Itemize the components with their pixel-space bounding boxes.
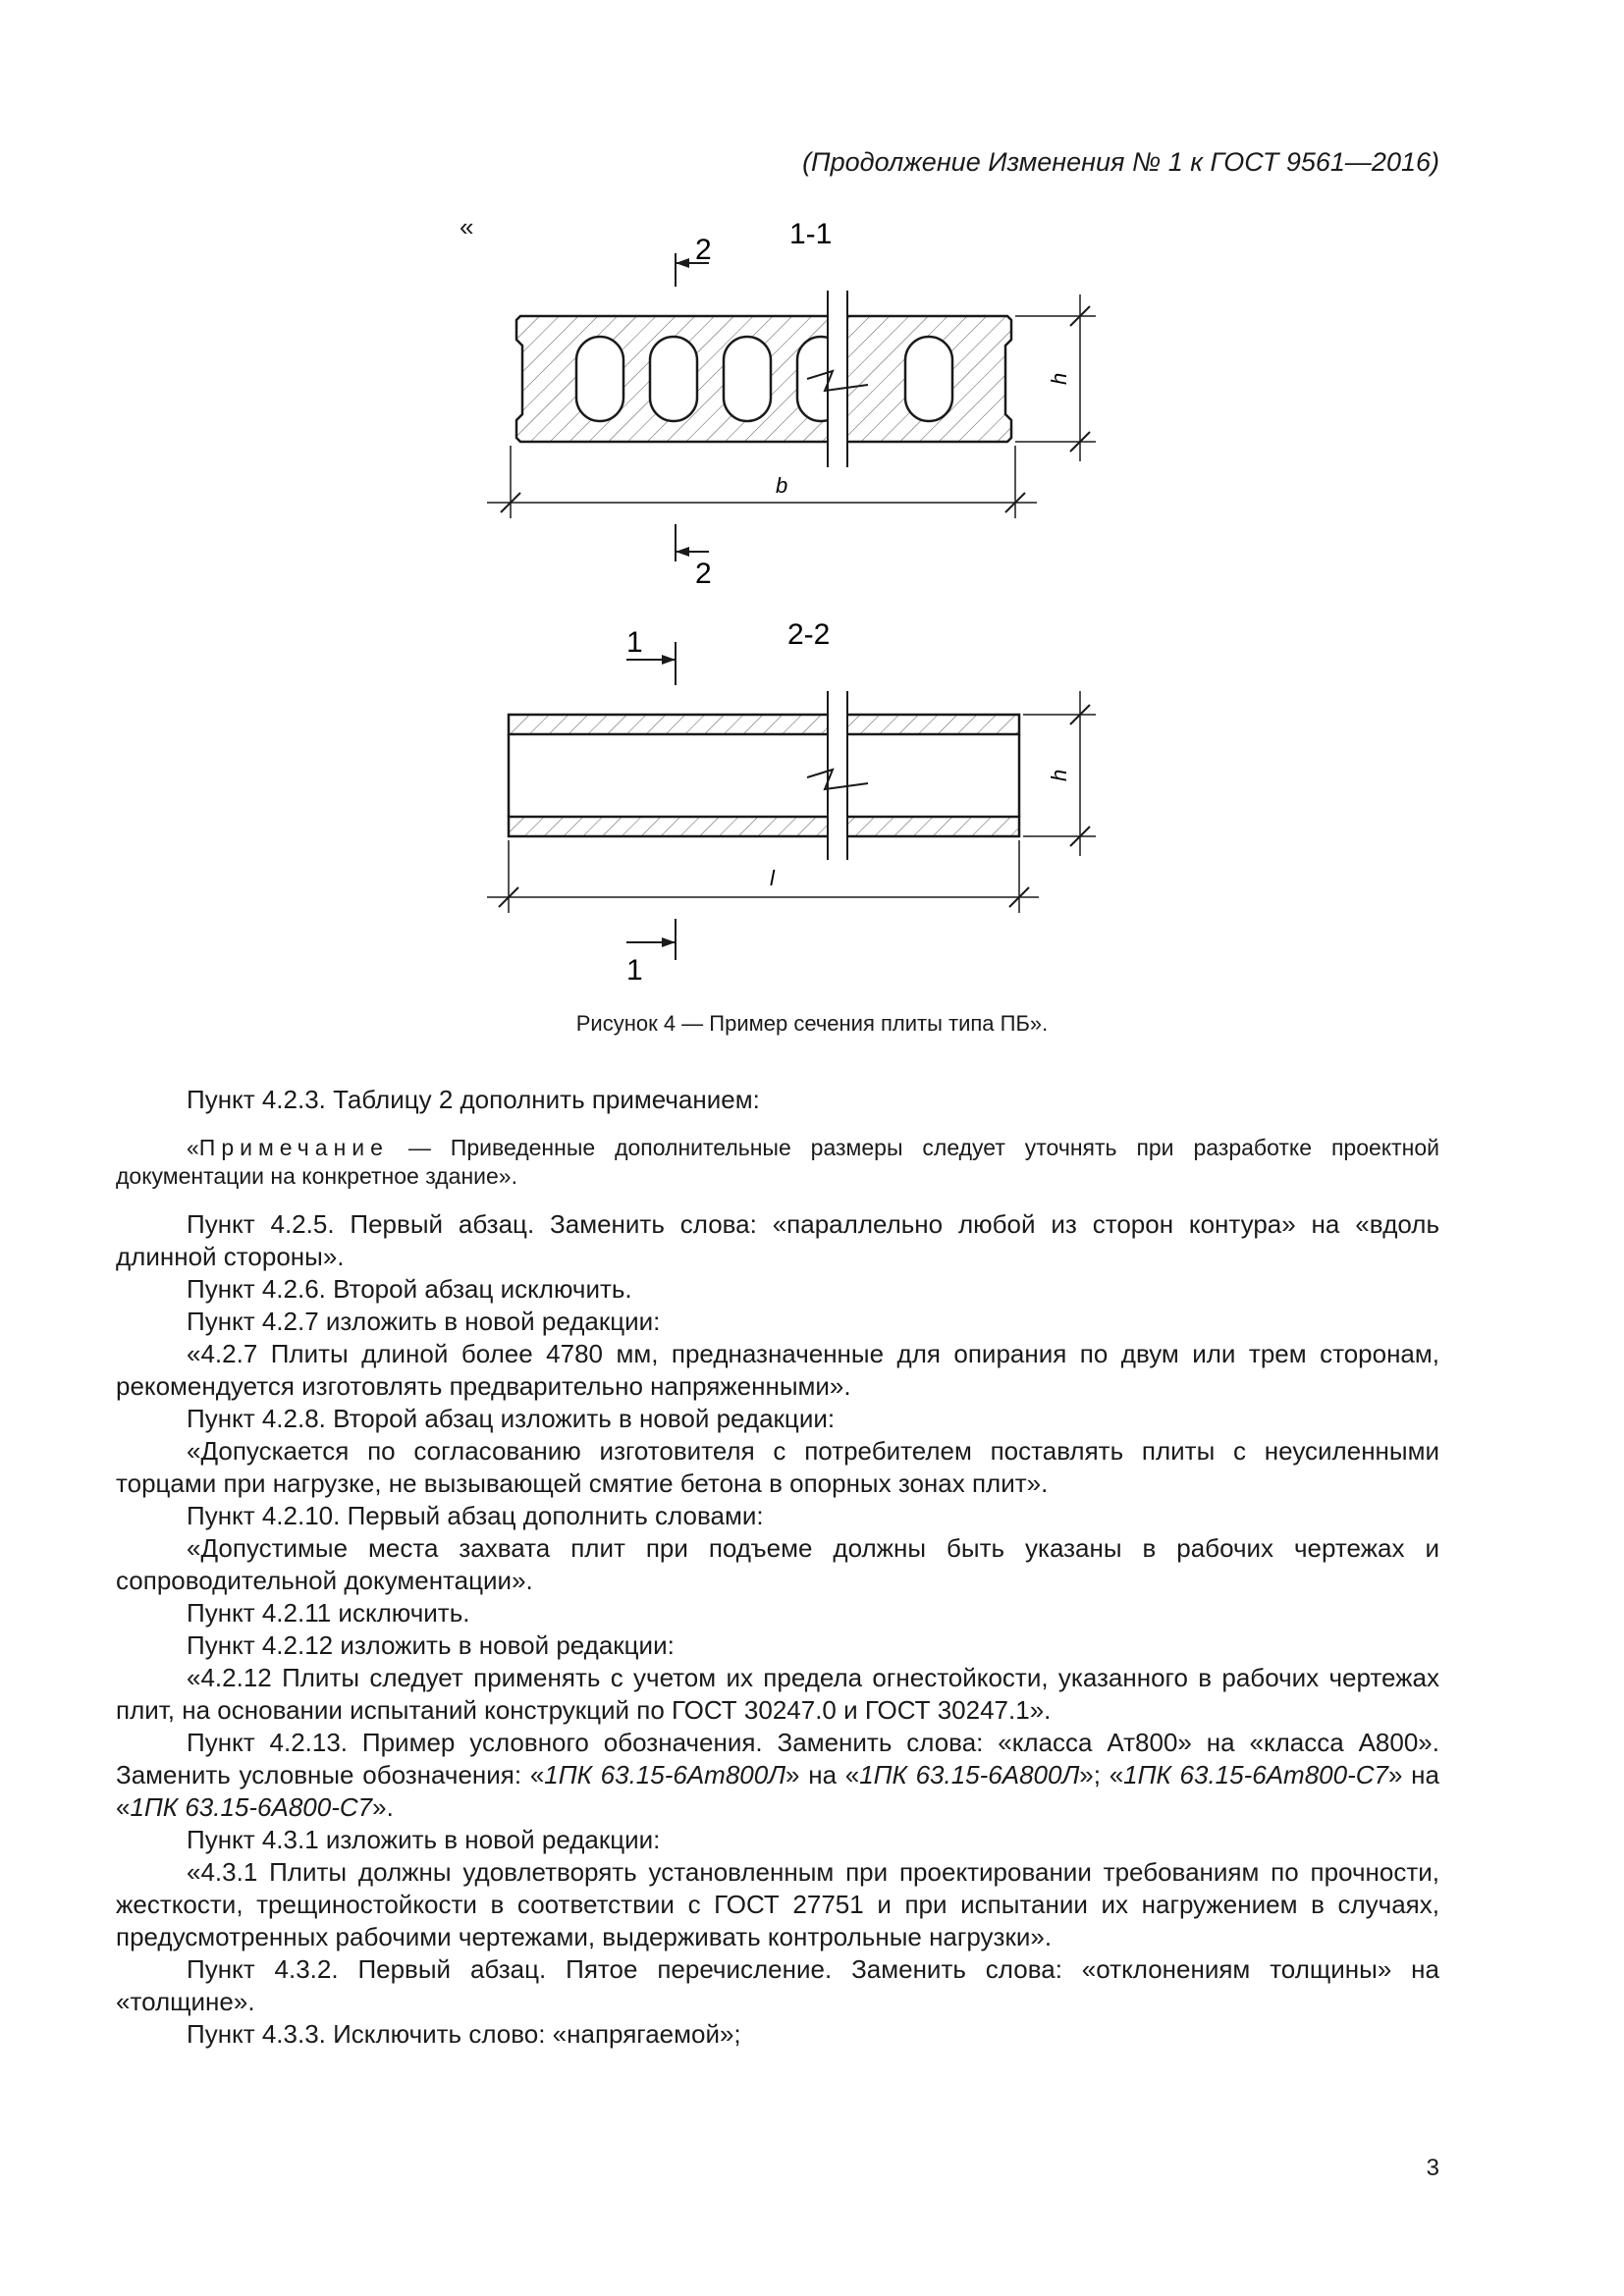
section1-height-label: h (1047, 372, 1071, 385)
note-open-quote: « (187, 1135, 199, 1160)
section1-marker-top-label: 2 (695, 234, 712, 266)
paragraph-4-2-10-text: «Допустимые места захвата плит при подъеме должны быть указаны в рабочих чертежах и сопроводительной документации». (116, 1533, 1439, 1595)
section2-length-dimension (487, 840, 1039, 913)
designation-new-1: 1ПК 63.15-6А800Л (859, 1760, 1080, 1789)
p13-text-e: ». (372, 1792, 394, 1822)
paragraph-4-2-12: Пункт 4.2.12 изложить в новой редакции: (187, 1630, 675, 1660)
section1-width-dimension (487, 446, 1037, 518)
paragraph-4-2-5: Пункт 4.2.5. Первый абзац. Заменить слова: «параллельно любой из сторон контура» на «вдоль длинной стороны». (116, 1209, 1439, 1271)
note-word: Примечание (198, 1135, 389, 1160)
p13-text-b: » на « (785, 1760, 860, 1789)
note-text: — Приведенные дополнительные размеры следует уточнять при разработке проектной документации на конкретное здание». (116, 1135, 1439, 1189)
p13-text-c: »; « (1079, 1760, 1124, 1789)
paragraph-4-2-12-text: «4.2.12 Плиты следует применять с учетом их предела огнестойкости, указанного в рабочих чертежах плит, на основании испытаний конструкций по ГОСТ 30247.0 и ГОСТ 30247.1». (116, 1663, 1439, 1725)
section2-height-dimension (1023, 691, 1096, 856)
section1-width-label: b (776, 473, 788, 498)
paragraph-4-2-8: Пункт 4.2.8. Второй абзац изложить в новой редакции: (187, 1404, 836, 1433)
section2-height-label: h (1047, 769, 1071, 781)
paragraph-4-2-6: Пункт 4.2.6. Второй абзац исключить. (187, 1274, 632, 1304)
page-header: (Продолжение Изменения № 1 к ГОСТ 9561—2016) (802, 147, 1439, 177)
paragraph-4-2-7-text: «4.2.7 Плиты длиной более 4780 мм, предназначенные для опирания по двум или трем сторонам, рекомендуется изготовлять предварительно напряженными». (116, 1339, 1439, 1401)
designation-old-1: 1ПК 63.15-6Ат800Л (544, 1760, 786, 1789)
slab-section-figure (0, 0, 1624, 1041)
slab-cross-section (516, 291, 1011, 467)
section2-title: 2-2 (787, 618, 831, 651)
designation-new-2: 1ПК 63.15-6А800-С7 (130, 1792, 373, 1822)
paragraph-4-3-2: Пункт 4.3.2. Первый абзац. Пятое перечисление. Заменить слова: «отклонениям толщины» на «толщине». (116, 1954, 1439, 2016)
section1-marker-top (676, 234, 712, 287)
p13-text-a: Пункт 4.2.13. Пример условного обозначения. Заменить слова: «класса Ат800» на «класса А800». Заменить условные обозначения: « (116, 1728, 1439, 1789)
paragraph-4-3-1: Пункт 4.3.1 изложить в новой редакции: (187, 1825, 661, 1854)
section2-marker-bottom (626, 919, 676, 987)
section1-height-dimension (1015, 294, 1096, 461)
figure-open-quote: « (460, 212, 474, 241)
paragraph-4-2-8-text: «Допускается по согласованию изготовителя с потребителем поставлять плиты с неусиленными торцами при нагрузке, не вызывающей смятие бетона в опорных зонах плит». (116, 1436, 1439, 1498)
section1-title: 1-1 (789, 218, 833, 250)
section2-marker-top-label: 1 (626, 626, 643, 659)
note-paragraph (116, 1134, 1439, 1191)
page-number: 3 (1426, 2155, 1439, 2181)
section2-marker-bottom-label: 1 (626, 954, 643, 987)
paragraph-4-2-13 (116, 1727, 1439, 1824)
designation-old-2: 1ПК 63.15-6Ат800-С7 (1123, 1760, 1388, 1789)
amendment-text (116, 1084, 1439, 2051)
paragraph-4-2-11: Пункт 4.2.11 исключить. (187, 1598, 470, 1628)
paragraph-4-3-3: Пункт 4.3.3. Исключить слово: «напрягаемой»; (187, 2019, 741, 2049)
section2-marker-top (626, 626, 676, 685)
paragraph-4-2-10: Пункт 4.2.10. Первый абзац дополнить словами: (187, 1501, 764, 1530)
paragraph-4-2-7: Пункт 4.2.7 изложить в новой редакции: (187, 1307, 661, 1336)
slab-longitudinal-section (509, 691, 1019, 860)
paragraph-4-3-1-text: «4.3.1 Плиты должны удовлетворять установленным при проектировании требованиям по прочности, жесткости, трещиностойкости в соответствии с ГОСТ 27751 и при испытании их нагружением в случаях, предусмотренных рабочими чертежами, выдерживать контрольные нагрузки». (116, 1857, 1439, 1951)
figure-caption: Рисунок 4 — Пример сечения плиты типа ПБ». (575, 1011, 1049, 1036)
p13-text-d: » на « (116, 1760, 1439, 1822)
section1-marker-bottom-label: 2 (695, 558, 712, 590)
paragraph-4-2-3: Пункт 4.2.3. Таблицу 2 дополнить примечанием: (187, 1085, 760, 1114)
section2-length-label: l (770, 866, 775, 890)
section1-marker-bottom (676, 524, 712, 590)
